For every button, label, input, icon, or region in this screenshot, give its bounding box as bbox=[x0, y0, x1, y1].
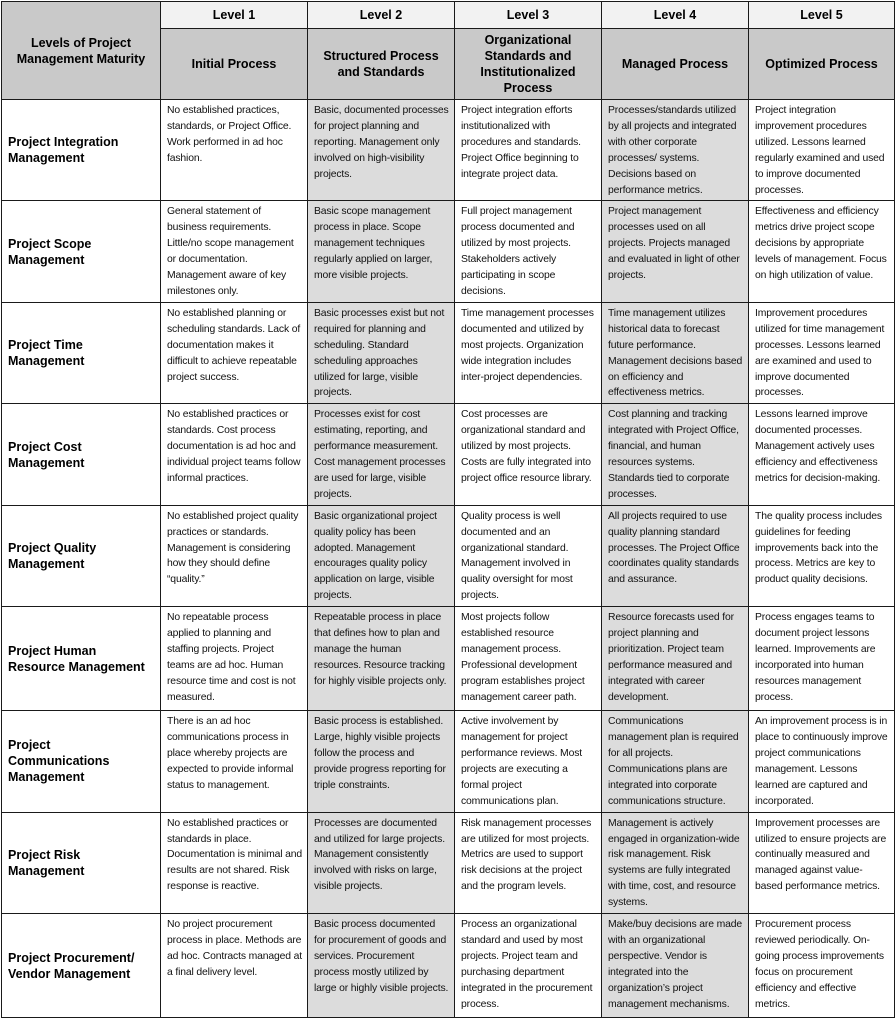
cell-scope-level-2: Basic scope management process in place. Scope management techniques regularly applied on larger, more visible projects. bbox=[308, 201, 455, 302]
level-2-stage: Structured Process and Standards bbox=[308, 29, 455, 100]
level-3-stage: Organizational Standards and Institutionalized Process bbox=[455, 29, 602, 100]
cell-risk-level-5: Improvement processes are utilized to ensure projects are continually measured and managed against value-based performance metrics. bbox=[749, 812, 895, 913]
cell-quality-level-1: No established project quality practices or standards. Management is considering how they should define “quality.” bbox=[161, 505, 308, 606]
cell-procurement-level-4: Make/buy decisions are made with an organizational perspective. Vendor is integrated into the organization’s project management mechanisms. bbox=[602, 914, 749, 1018]
level-1-stage: Initial Process bbox=[161, 29, 308, 100]
cell-scope-level-5: Effectiveness and efficiency metrics drive project scope decisions by appropriate levels of management. Focus on high utilization of value. bbox=[749, 201, 895, 302]
cell-human-resource-level-4: Resource forecasts used for project planning and prioritization. Project team performance measured and integrated with career development. bbox=[602, 607, 749, 711]
table-row-communications bbox=[2, 711, 895, 812]
level-5-stage: Optimized Process bbox=[749, 29, 895, 100]
table-row-cost bbox=[2, 404, 895, 505]
table-row-quality bbox=[2, 505, 895, 606]
cell-integration-level-2: Basic, documented processes for project planning and reporting. Management only involved on high-visibility projects. bbox=[308, 100, 455, 201]
table-row-scope bbox=[2, 201, 895, 302]
row-label-procurement: Project Procurement/ Vendor Management bbox=[2, 914, 161, 1018]
cell-risk-level-2: Processes are documented and utilized for large projects. Management consistently involved with risks on large, visible projects. bbox=[308, 812, 455, 913]
cell-risk-level-4: Management is actively engaged in organization-wide risk management. Risk systems are fully integrated with time, cost, and resource systems. bbox=[602, 812, 749, 913]
table-row-risk bbox=[2, 812, 895, 913]
row-label-quality: Project Quality Management bbox=[2, 505, 161, 606]
cell-quality-level-5: The quality process includes guidelines for feeding improvements back into the process. Metrics are key to product quality decisions. bbox=[749, 505, 895, 606]
cell-communications-level-2: Basic process is established. Large, highly visible projects follow the process and provide progress reporting for triple constraints. bbox=[308, 711, 455, 812]
cell-human-resource-level-5: Process engages teams to document project lessons learned. Improvements are incorporated into human resources management process. bbox=[749, 607, 895, 711]
row-label-integration: Project Integration Management bbox=[2, 100, 161, 201]
cell-time-level-3: Time management processes documented and utilized by most projects. Organization wide integration includes inter-project dependencies. bbox=[455, 302, 602, 403]
row-label-communications: Project Communications Management bbox=[2, 711, 161, 812]
row-label-human-resource: Project Human Resource Management bbox=[2, 607, 161, 711]
cell-quality-level-4: All projects required to use quality planning standard processes. The Project Office coordinates quality standards and assurance. bbox=[602, 505, 749, 606]
table-row-procurement bbox=[2, 914, 895, 1018]
cell-human-resource-level-1: No repeatable process applied to planning and staffing projects. Project teams are ad hoc. Human resource time and cost is not measured. bbox=[161, 607, 308, 711]
cell-communications-level-4: Communications management plan is required for all projects. Communications plans are integrated into corporate communications structure. bbox=[602, 711, 749, 812]
cell-cost-level-5: Lessons learned improve documented processes. Management actively uses efficiency and effectiveness metrics for decision-making. bbox=[749, 404, 895, 505]
cell-communications-level-3: Active involvement by management for project performance reviews. Most projects are executing a formal project communications plan. bbox=[455, 711, 602, 812]
cell-risk-level-3: Risk management processes are utilized for most projects. Metrics are used to support risk decisions at the project and the program levels. bbox=[455, 812, 602, 913]
cell-integration-level-1: No established practices, standards, or Project Office. Work performed in ad hoc fashion. bbox=[161, 100, 308, 201]
cell-cost-level-2: Processes exist for cost estimating, reporting, and performance measurement. Cost management processes are used for large, visible projects. bbox=[308, 404, 455, 505]
cell-scope-level-3: Full project management process documented and utilized by most projects. Stakeholders actively participating in scope decisions. bbox=[455, 201, 602, 302]
cell-human-resource-level-3: Most projects follow established resource management process. Professional development program establishes project management career path. bbox=[455, 607, 602, 711]
table-row-integration bbox=[2, 100, 895, 201]
level-header-row bbox=[2, 2, 895, 29]
cell-integration-level-3: Project integration efforts institutionalized with procedures and standards. Project Office beginning to integrate project data. bbox=[455, 100, 602, 201]
cell-scope-level-1: General statement of business requirements. Little/no scope management or documentation. Management aware of key milestones only. bbox=[161, 201, 308, 302]
cell-time-level-4: Time management utilizes historical data to forecast future performance. Management decisions based on efficiency and effectiveness metrics. bbox=[602, 302, 749, 403]
cell-cost-level-3: Cost processes are organizational standard and utilized by most projects. Costs are fully integrated into project office resource library. bbox=[455, 404, 602, 505]
cell-scope-level-4: Project management processes used on all projects. Projects managed and evaluated in light of other projects. bbox=[602, 201, 749, 302]
cell-time-level-5: Improvement procedures utilized for time management processes. Lessons learned are examined and used to improve documented processes. bbox=[749, 302, 895, 403]
cell-integration-level-5: Project integration improvement procedures utilized. Lessons learned regularly examined and used to improve documented processes. bbox=[749, 100, 895, 201]
row-label-risk: Project Risk Management bbox=[2, 812, 161, 913]
cell-risk-level-1: No established practices or standards in place. Documentation is minimal and results are not shared. Risk response is reactive. bbox=[161, 812, 308, 913]
corner-header: Levels of Project Management Maturity bbox=[2, 2, 161, 100]
level-3-header: Level 3 bbox=[455, 2, 602, 29]
cell-procurement-level-5: Procurement process reviewed periodically. On-going process improvements focus on procurement efficiency and effective metrics. bbox=[749, 914, 895, 1018]
level-4-header: Level 4 bbox=[602, 2, 749, 29]
row-label-cost: Project Cost Management bbox=[2, 404, 161, 505]
table-row-time bbox=[2, 302, 895, 403]
table-row-human-resource bbox=[2, 607, 895, 711]
cell-quality-level-3: Quality process is well documented and an organizational standard. Management involved in quality oversight for most projects. bbox=[455, 505, 602, 606]
cell-quality-level-2: Basic organizational project quality policy has been adopted. Management encourages quality policy application on large, visible projects. bbox=[308, 505, 455, 606]
cell-procurement-level-2: Basic process documented for procurement of goods and services. Procurement process mostly utilized by large or highly visible projects. bbox=[308, 914, 455, 1018]
cell-time-level-2: Basic processes exist but not required for planning and scheduling. Standard scheduling approaches utilized for large, visible projects. bbox=[308, 302, 455, 403]
row-label-time: Project Time Management bbox=[2, 302, 161, 403]
cell-procurement-level-1: No project procurement process in place. Methods are ad hoc. Contracts managed at a final delivery level. bbox=[161, 914, 308, 1018]
cell-cost-level-4: Cost planning and tracking integrated with Project Office, financial, and human resources systems. Standards tied to corporate processes. bbox=[602, 404, 749, 505]
cell-communications-level-5: An improvement process is in place to continuously improve project communications management. Lessons learned are captured and incorporated. bbox=[749, 711, 895, 812]
cell-cost-level-1: No established practices or standards. Cost process documentation is ad hoc and individual project teams follow informal practices. bbox=[161, 404, 308, 505]
level-2-header: Level 2 bbox=[308, 2, 455, 29]
row-label-scope: Project Scope Management bbox=[2, 201, 161, 302]
level-4-stage: Managed Process bbox=[602, 29, 749, 100]
cell-communications-level-1: There is an ad hoc communications process in place whereby projects are expected to provide informal status to management. bbox=[161, 711, 308, 812]
maturity-model-table bbox=[1, 1, 895, 1018]
cell-time-level-1: No established planning or scheduling standards. Lack of documentation makes it difficult to achieve repeatable project success. bbox=[161, 302, 308, 403]
cell-integration-level-4: Processes/standards utilized by all projects and integrated with other corporate processes/ systems. Decisions based on performance metrics. bbox=[602, 100, 749, 201]
cell-human-resource-level-2: Repeatable process in place that defines how to plan and manage the human resources. Resource tracking for highly visible projects only. bbox=[308, 607, 455, 711]
level-5-header: Level 5 bbox=[749, 2, 895, 29]
cell-procurement-level-3: Process an organizational standard and used by most projects. Project team and purchasing department integrated in the procurement process. bbox=[455, 914, 602, 1018]
level-1-header: Level 1 bbox=[161, 2, 308, 29]
